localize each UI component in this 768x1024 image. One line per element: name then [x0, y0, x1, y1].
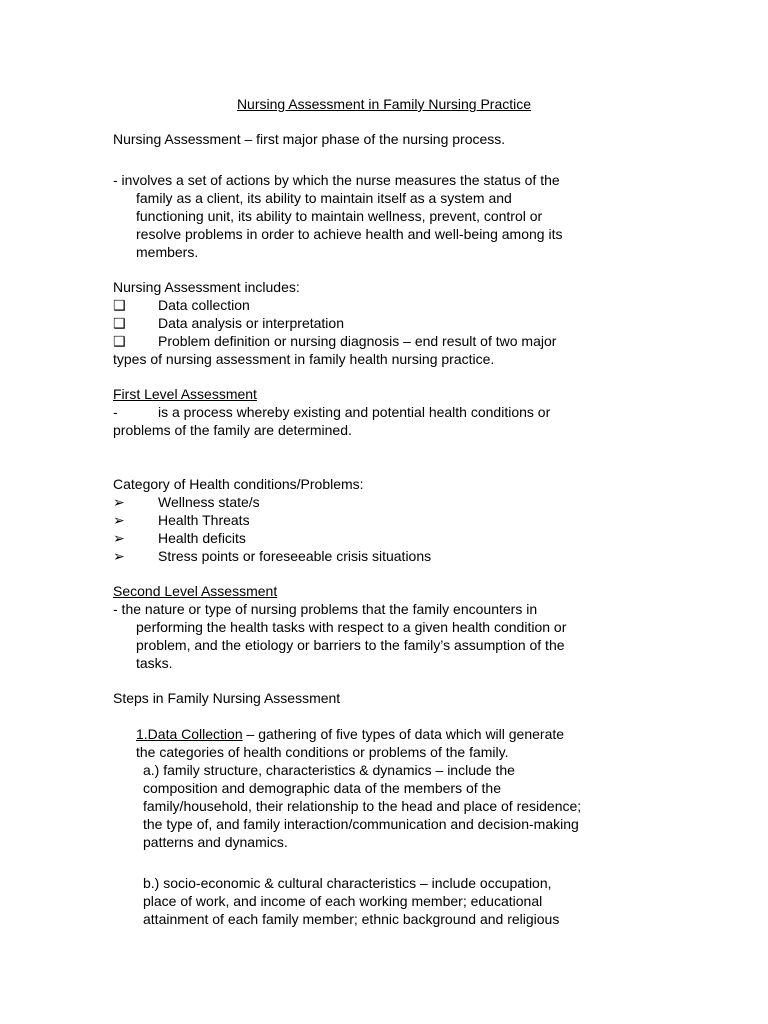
first-level-line: problems of the family are determined.	[113, 422, 352, 438]
first-level-heading: First Level Assessment	[113, 386, 257, 402]
second-level-line: tasks.	[136, 655, 173, 671]
second-level-line: problem, and the etiology or barriers to the family’s assumption of the	[136, 637, 565, 653]
list-item-label: Stress points or foreseeable crisis situations	[158, 548, 432, 564]
item-b-line: attainment of each family member; ethnic background and religious	[143, 911, 560, 927]
item-a-line: family/household, their relationship to the head and place of residence;	[143, 798, 582, 814]
list-item-label: Data collection	[158, 297, 250, 313]
involves-line: functioning unit, its ability to maintain wellness, prevent, control or	[136, 208, 543, 224]
item-a-line: a.) family structure, characteristics & dynamics – include the	[143, 762, 515, 778]
arrowhead-bullet-icon: ➢	[113, 530, 125, 546]
includes-heading: Nursing Assessment includes:	[113, 279, 300, 295]
assessment-definition: Nursing Assessment – first major phase of the nursing process.	[113, 131, 506, 147]
involves-line: family as a client, its ability to maintain itself as a system and	[136, 190, 512, 206]
second-level-line: performing the health tasks with respect to a given health condition or	[136, 619, 567, 635]
includes-continuation: types of nursing assessment in family health nursing practice.	[113, 351, 495, 367]
involves-line: members.	[136, 244, 199, 260]
item-a-line: the type of, and family interaction/communication and decision-making	[143, 816, 579, 832]
document-title: Nursing Assessment in Family Nursing Practice	[236, 96, 532, 112]
item-a-line: patterns and dynamics.	[143, 834, 288, 850]
arrowhead-bullet-icon: ➢	[113, 494, 125, 510]
checkbox-bullet-icon: ❑	[113, 333, 126, 349]
second-level-line: - the nature or type of nursing problems that the family encounters in	[113, 601, 538, 617]
data-collection-label: 1.Data Collection	[136, 726, 243, 742]
list-item-label: Problem definition or nursing diagnosis – end result of two major	[158, 333, 557, 349]
involves-line: - involves a set of actions by which the nurse measures the status of the	[113, 172, 560, 188]
list-item-label: Health deficits	[158, 530, 246, 546]
list-item-label: Wellness state/s	[158, 494, 260, 510]
data-collection-line: the categories of health conditions or problems of the family.	[136, 744, 509, 760]
checkbox-bullet-icon: ❑	[113, 297, 126, 313]
category-heading: Category of Health conditions/Problems:	[113, 476, 364, 492]
item-b-line: place of work, and income of each working member; educational	[143, 893, 543, 909]
involves-line: resolve problems in order to achieve health and well-being among its	[136, 226, 563, 242]
arrowhead-bullet-icon: ➢	[113, 512, 125, 528]
first-level-dash: -	[113, 404, 118, 420]
item-a-line: composition and demographic data of the members of the	[143, 780, 501, 796]
list-item-label: Data analysis or interpretation	[158, 315, 344, 331]
item-b-line: b.) socio-economic & cultural characteristics – include occupation,	[143, 875, 552, 891]
list-item-label: Health Threats	[158, 512, 250, 528]
first-level-line: is a process whereby existing and potential health conditions or	[158, 404, 551, 420]
checkbox-bullet-icon: ❑	[113, 315, 126, 331]
data-collection-text: – gathering of five types of data which will generate	[242, 726, 565, 742]
data-collection-line	[136, 725, 564, 743]
second-level-heading: Second Level Assessment	[113, 583, 278, 599]
steps-heading: Steps in Family Nursing Assessment	[113, 690, 341, 706]
arrowhead-bullet-icon: ➢	[113, 548, 125, 564]
